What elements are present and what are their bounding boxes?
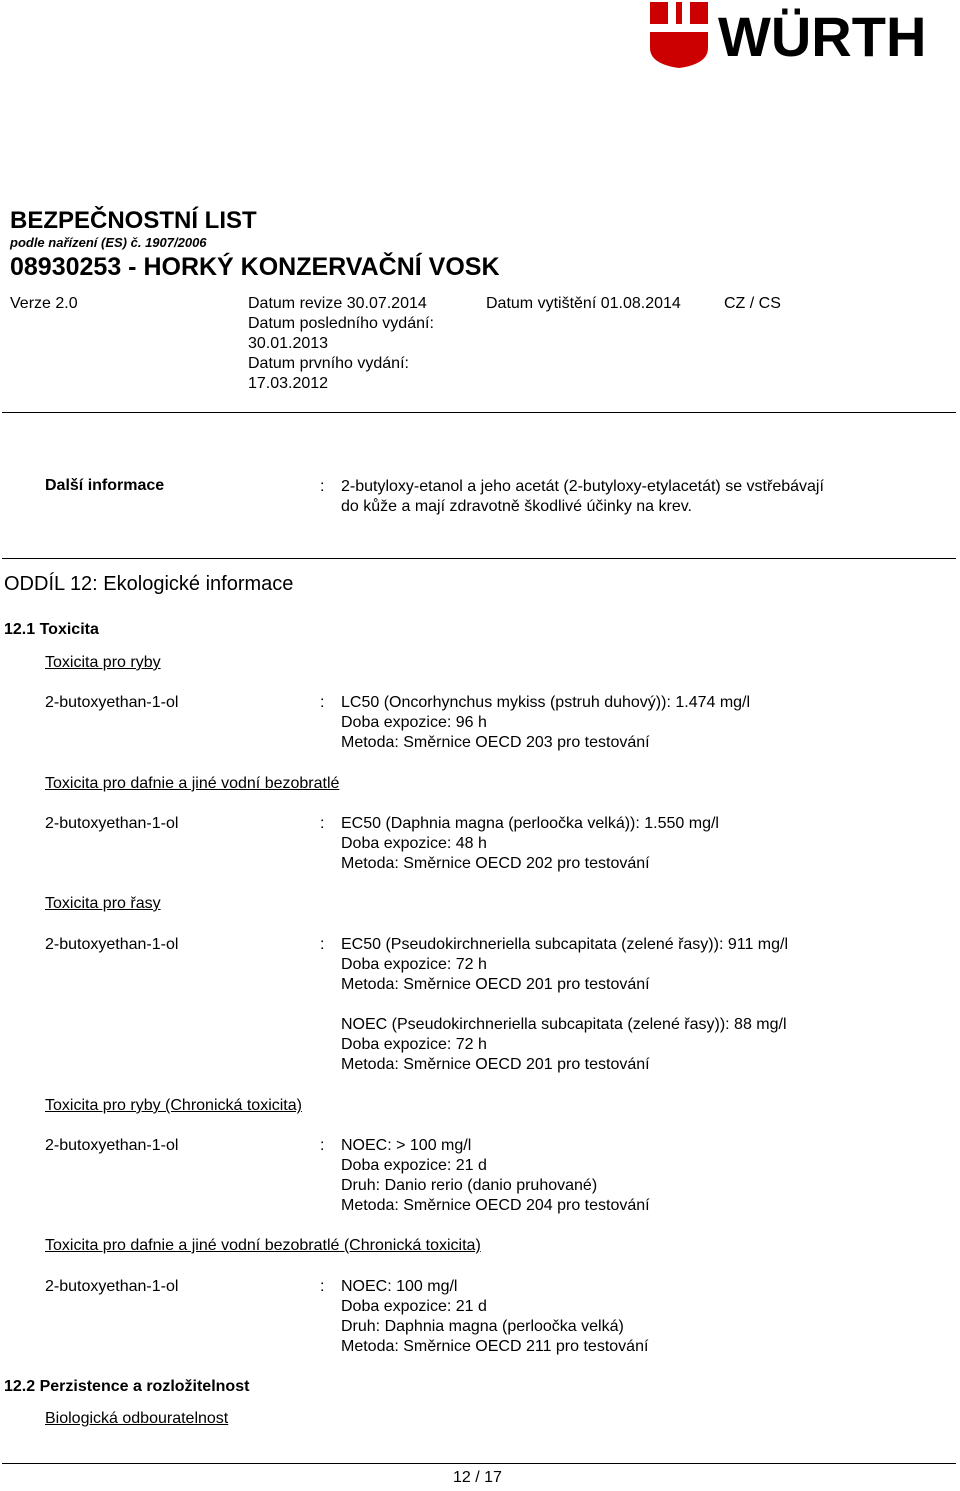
document-title: BEZPEČNOSTNÍ LIST	[10, 207, 257, 234]
version: Verze 2.0	[10, 295, 78, 312]
footer-divider	[2, 1463, 956, 1464]
substance-name: 2-butoxyethan-1-ol	[45, 1137, 179, 1154]
section-divider	[2, 558, 956, 559]
entry-line: Doba expozice: 21 d	[341, 1157, 487, 1174]
colon: :	[320, 1278, 325, 1295]
entry-line: LC50 (Oncorhynchus mykiss (pstruh duhový)): 1.474 mg/l	[341, 694, 751, 711]
section-title: ODDÍL 12: Ekologické informace	[4, 573, 294, 595]
entry-line: Metoda: Směrnice OECD 201 pro testování	[341, 976, 650, 993]
entry-line: NOEC: > 100 mg/l	[341, 1137, 472, 1154]
entry-line: Metoda: Směrnice OECD 211 pro testování	[341, 1338, 649, 1355]
product-name: 08930253 - HORKÝ KONZERVAČNÍ VOSK	[10, 253, 500, 281]
header-divider	[2, 412, 956, 413]
locale: CZ / CS	[724, 295, 781, 312]
substance-name: 2-butoxyethan-1-ol	[45, 936, 179, 953]
subsection-12-2: 12.2 Perzistence a rozložitelnost	[4, 1378, 250, 1395]
group-heading: Toxicita pro dafnie a jiné vodní bezobratlé	[45, 775, 340, 792]
entry-line: Metoda: Směrnice OECD 202 pro testování	[341, 855, 650, 872]
entry-line: Doba expozice: 48 h	[341, 835, 487, 852]
colon: :	[320, 694, 325, 711]
group-heading: Toxicita pro dafnie a jiné vodní bezobratlé (Chronická toxicita)	[45, 1237, 481, 1254]
wurth-logo-graphic	[648, 0, 960, 72]
entry-line: NOEC: 100 mg/l	[341, 1278, 458, 1295]
entry-line: Doba expozice: 21 d	[341, 1298, 487, 1315]
colon: :	[320, 815, 325, 832]
entry-line: Metoda: Směrnice OECD 201 pro testování	[341, 1056, 650, 1073]
print-date: Datum vytištění 01.08.2014	[486, 295, 681, 312]
entry-line: Doba expozice: 72 h	[341, 956, 487, 973]
last-issue-label: Datum posledního vydání:	[248, 315, 434, 332]
subsection-12-1: 12.1 Toxicita	[4, 621, 99, 638]
first-issue-date: 17.03.2012	[248, 375, 329, 392]
substance-name: 2-butoxyethan-1-ol	[45, 815, 179, 832]
further-info-label: Další informace	[45, 477, 165, 494]
substance-name: 2-butoxyethan-1-ol	[45, 1278, 179, 1295]
entry-line: Doba expozice: 72 h	[341, 1036, 487, 1053]
group-heading: Toxicita pro ryby	[45, 654, 161, 671]
regulation-note: podle nařízení (ES) č. 1907/2006	[10, 235, 207, 250]
entry-line: EC50 (Pseudokirchneriella subcapitata (zelené řasy)): 911 mg/l	[341, 936, 789, 953]
entry-line: Metoda: Směrnice OECD 203 pro testování	[341, 734, 650, 751]
first-issue-label: Datum prvního vydání:	[248, 355, 409, 372]
revision-date: Datum revize 30.07.2014	[248, 295, 427, 312]
further-info-line1: 2-butyloxy-etanol a jeho acetát (2-butyloxy-etylacetát) se vstřebávají	[341, 478, 824, 495]
substance-name: 2-butoxyethan-1-ol	[45, 694, 179, 711]
page-number: 12 / 17	[453, 1469, 502, 1486]
entry-line: Doba expozice: 96 h	[341, 714, 487, 731]
colon: :	[320, 936, 325, 953]
group-heading: Toxicita pro řasy	[45, 895, 161, 912]
further-info-line2: do kůže a mají zdravotně škodlivé účinky na krev.	[341, 498, 692, 515]
wurth-logo	[648, 0, 960, 72]
entry-line: EC50 (Daphnia magna (perloočka velká)): 1.550 mg/l	[341, 815, 719, 832]
entry-line: Druh: Danio rerio (danio pruhované)	[341, 1177, 598, 1194]
further-info-colon: :	[320, 478, 325, 495]
last-issue-date: 30.01.2013	[248, 335, 329, 352]
entry-line: NOEC (Pseudokirchneriella subcapitata (zelené řasy)): 88 mg/l	[341, 1016, 787, 1033]
entry-line: Druh: Daphnia magna (perloočka velká)	[341, 1318, 624, 1335]
entry-line: Metoda: Směrnice OECD 204 pro testování	[341, 1197, 650, 1214]
group-heading: Biologická odbouratelnost	[45, 1410, 229, 1427]
logo-wordmark: WÜRTH	[718, 5, 927, 68]
colon: :	[320, 1137, 325, 1154]
group-heading: Toxicita pro ryby (Chronická toxicita)	[45, 1097, 302, 1114]
